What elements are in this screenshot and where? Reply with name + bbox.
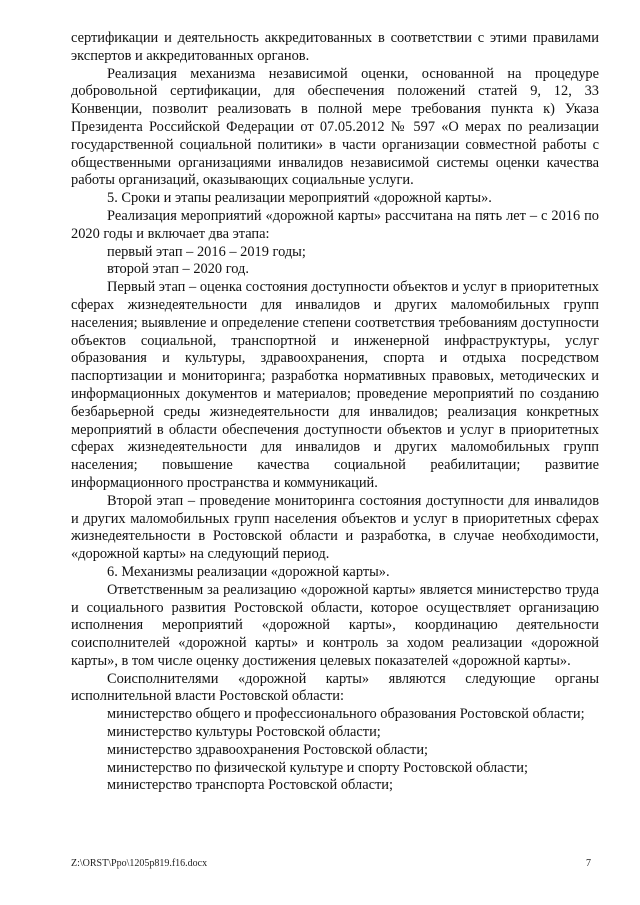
- paragraph: Ответственным за реализацию «дорожной карты» является министерство труда и социального развития Ростовской области, которое осуществляет организацию исполнения мероприятий «дорожной карты», координацию деятельности соисполнителей «дорожной карты» и контроль за ходом реализации «дорожной карты», в том числе оценку достижения целевых показателей «дорожной карты».: [71, 581, 599, 669]
- list-item: министерство по физической культуре и спорту Ростовской области;: [107, 759, 529, 776]
- paragraph: Реализация механизма независимой оценки, основанной на процедуре добровольной сертификации, для обеспечения положений статей 9, 12, 33 Конвенции, позволит реализовать в полной мере требования пункта к) Указа Президента Российской Федерации от 07.05.2012 № 597 «О мерах по реализации государственной социальной политики» в части организации совместной работы с общественными организациями инвалидов независимой системы оценки качества работы организаций, оказывающих социальные услуги.: [71, 65, 599, 189]
- list-item: первый этап – 2016 – 2019 годы;: [107, 243, 306, 260]
- section-heading: 5. Сроки и этапы реализации мероприятий «дорожной карты».: [107, 190, 492, 207]
- page-footer: [71, 857, 599, 871]
- document-body: [71, 30, 599, 795]
- paragraph: Реализация мероприятий «дорожной карты» рассчитана на пять лет – с 2016 по 2020 годы и включает два этапа:: [71, 207, 599, 242]
- paragraph: Второй этап – проведение мониторинга состояния доступности для инвалидов и других маломобильных групп населения объектов и услуг в приоритетных сферах жизнедеятельности в Ростовской области и разработка, в случае необходимости, «дорожной карты» на следующий период.: [71, 492, 599, 563]
- page-number: 7: [586, 858, 591, 869]
- section-heading: 6. Механизмы реализации «дорожной карты».: [107, 563, 390, 580]
- list-item: министерство здравоохранения Ростовской области;: [107, 741, 429, 758]
- paragraph: Первый этап – оценка состояния доступности объектов и услуг в приоритетных сферах жизнедеятельности для инвалидов и других маломобильных групп населения; выявление и определение степени соответствия требованиям доступности объектов социальной, транспортной и инженерной инфраструктуры, услуг образования и культуры, здравоохранения, спорта и отдыха посредством паспортизации и мониторинга; разработка нормативных правовых, методических и информационных документов и материалов; проведение мероприятий по созданию безбарьерной среды жизнедеятельности для инвалидов; реализация конкретных мероприятий в области обеспечения доступности объектов и услуг в приоритетных сферах жизнедеятельности для инвалидов и других маломобильных групп населения; повышение качества социальной реабилитации; развитие информационного пространства и коммуникаций.: [71, 279, 599, 491]
- list-item: министерство культуры Ростовской области;: [107, 724, 381, 741]
- list-item: министерство общего и профессионального образования Ростовской области;: [107, 706, 585, 723]
- list-item: второй этап – 2020 год.: [107, 261, 249, 278]
- paragraph: Соисполнителями «дорожной карты» являются следующие органы исполнительной власти Ростовской области:: [71, 670, 599, 705]
- paragraph: сертификации и деятельность аккредитованных в соответствии с этими правилами экспертов и аккредитованных органов.: [71, 30, 599, 64]
- file-path: Z:\ORST\Ppo\1205p819.f16.docx: [71, 858, 208, 869]
- list-item: министерство транспорта Ростовской области;: [107, 777, 393, 794]
